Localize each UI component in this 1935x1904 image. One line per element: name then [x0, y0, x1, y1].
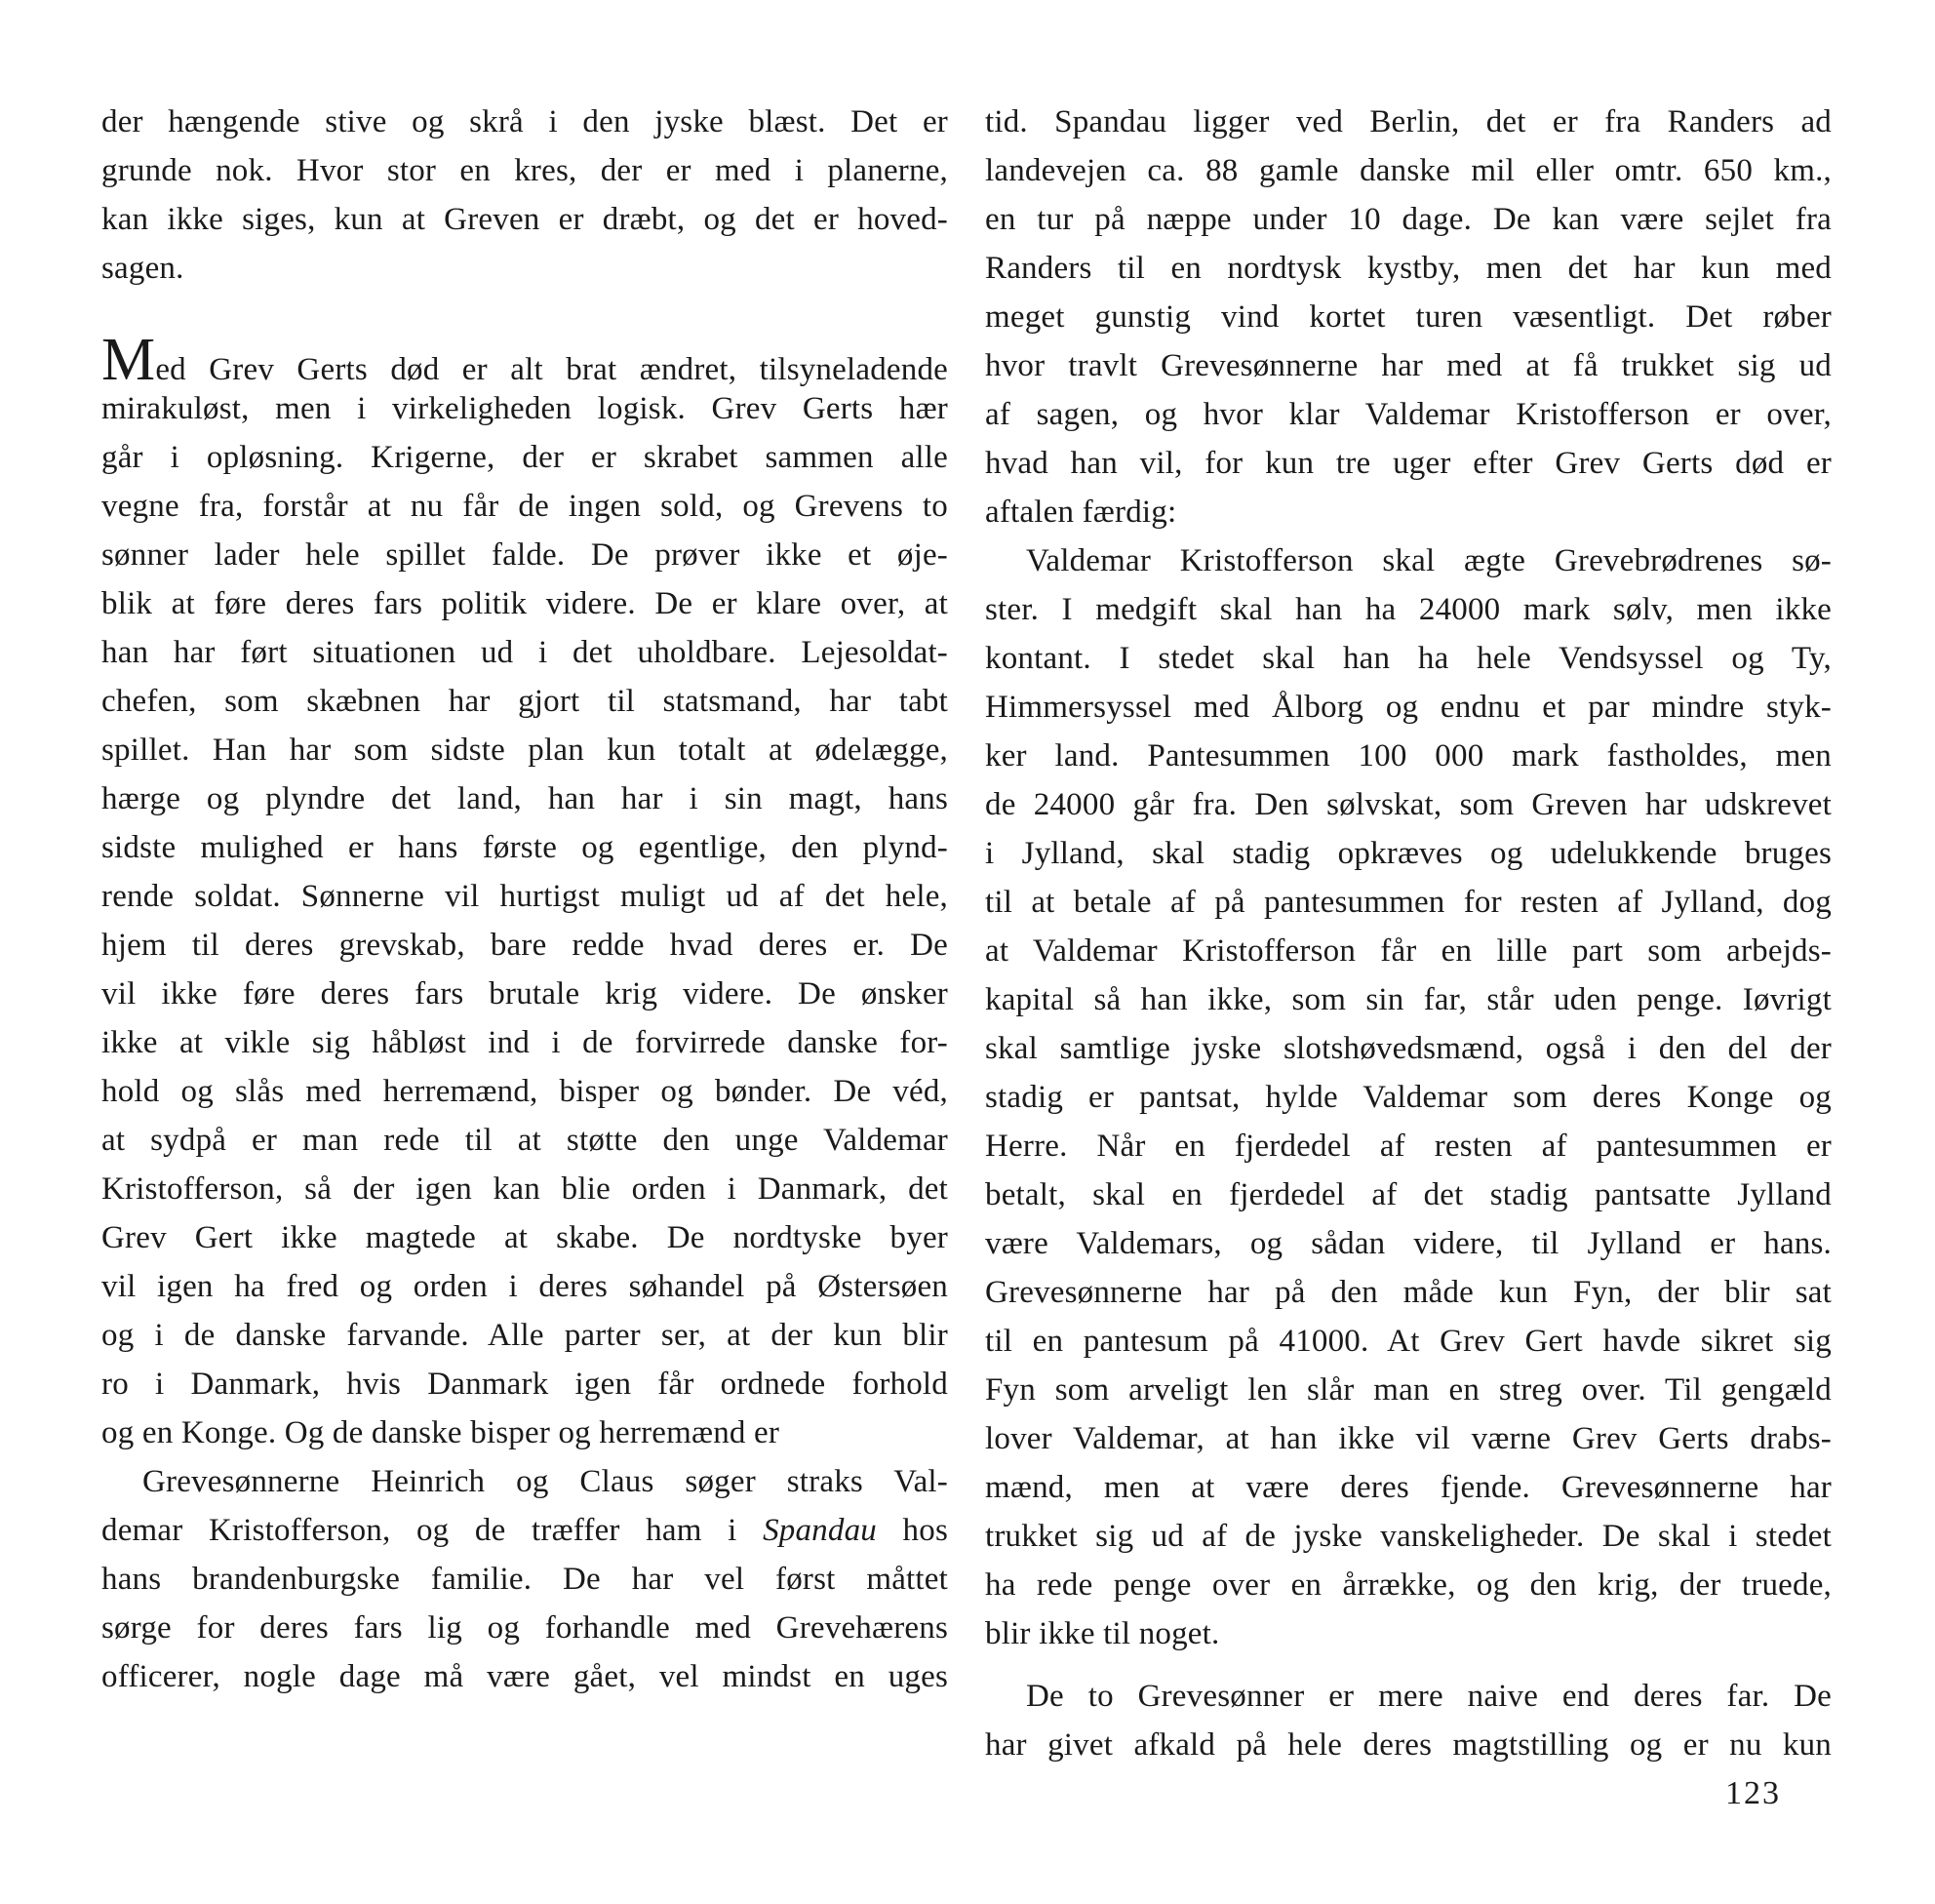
text-line: spillet. Han har som sidste plan kun totalt at ødelægge,	[101, 733, 948, 768]
text-line: ster. I medgift skal han ha 24000 mark sølv, men ikke	[985, 592, 1832, 627]
text-line: mænd, men at være deres fjende. Grevesønnerne har	[985, 1470, 1832, 1505]
text-line: han har ført situationen ud i det uholdbare. Lejesoldat-	[101, 635, 948, 670]
text-line: Grevesønnerne Heinrich og Claus søger straks Val-	[142, 1464, 948, 1499]
text-line: går i opløsning. Krigerne, der er skrabet sammen alle	[101, 440, 948, 475]
text-line: ro i Danmark, hvis Danmark igen får ordnede forhold	[101, 1367, 948, 1402]
text-line: Herre. Når en fjerdedel af resten af pantesummen er	[985, 1129, 1832, 1164]
text-line: vegne fra, forstår at nu får de ingen sold, og Grevens to	[101, 489, 948, 524]
text-line: aftalen færdig:	[985, 495, 1177, 530]
text-line: hærge og plyndre det land, han har i sin magt, hans	[101, 781, 948, 816]
text-line: de 24000 går fra. Den sølvskat, som Greven har udskrevet	[985, 787, 1832, 822]
text-line: hvor travlt Grevesønnerne har med at få trukket sig ud	[985, 348, 1832, 383]
text-line: vil ikke føre deres fars brutale krig videre. De ønsker	[101, 976, 948, 1012]
text-line: vil igen ha fred og orden i deres søhandel på Østersøen	[101, 1269, 948, 1304]
text-line: der hængende stive og skrå i den jyske blæst. Det er	[101, 104, 948, 139]
text-line: en tur på næppe under 10 dage. De kan være sejlet fra	[985, 202, 1832, 237]
text-line: trukket sig ud af de jyske vanskeligheder. De skal i stedet	[985, 1519, 1832, 1554]
text-line: ha rede penge over en årrække, og den krig, der truede,	[985, 1567, 1832, 1603]
text-line: til en pantesum på 41000. At Grev Gert havde sikret sig	[985, 1324, 1832, 1359]
text-line: Randers til en nordtysk kystby, men det har kun med	[985, 251, 1832, 286]
text-line: rende soldat. Sønnerne vil hurtigst muligt ud af det hele,	[101, 879, 948, 914]
text-line: og i de danske farvande. Alle parter ser, at der kun blir	[101, 1318, 948, 1353]
text-line: Fyn som arveligt len slår man en streg over. Til gengæld	[985, 1372, 1832, 1408]
page-number: 123	[1725, 1775, 1781, 1811]
text-line: De to Grevesønner er mere naive end deres far. De	[1026, 1679, 1832, 1714]
text-line: tid. Spandau ligger ved Berlin, det er fra Randers ad	[985, 104, 1832, 139]
text-line: grunde nok. Hvor stor en kres, der er med i planerne,	[101, 153, 948, 188]
left-column	[101, 98, 948, 1701]
text-line: stadig er pantsat, hylde Valdemar som deres Konge og	[985, 1080, 1832, 1115]
text-line: sønner lader hele spillet falde. De prøver ikke et øje-	[101, 537, 948, 573]
text-line: sørge for deres fars lig og forhandle med Grevehærens	[101, 1610, 948, 1646]
text-line: blir ikke til noget.	[985, 1616, 1220, 1651]
text-line: blik at føre deres fars politik videre. De er klare over, at	[101, 586, 948, 621]
text-line: at Valdemar Kristofferson får en lille part som arbejds-	[985, 933, 1832, 969]
text-line: og en Konge. Og de danske bisper og herremænd er	[101, 1415, 780, 1450]
text-line-with-italic	[101, 1506, 948, 1555]
text-line: til at betale af på pantesummen for resten af Jylland, dog	[985, 885, 1832, 920]
text-fragment: demar Kristofferson, og de træffer ham i	[101, 1513, 764, 1548]
text-line: af sagen, og hvor klar Valdemar Kristofferson er over,	[985, 397, 1832, 432]
text-line: landevejen ca. 88 gamle danske mil eller omtr. 650 km.,	[985, 153, 1832, 188]
text-line: hvad han vil, for kun tre uger efter Grev Gerts død er	[985, 446, 1832, 481]
text-line: ikke at vikle sig håbløst ind i de forvirrede danske for-	[101, 1025, 948, 1060]
text-fragment: hos	[876, 1513, 948, 1548]
text-line: sagen.	[101, 251, 184, 286]
text-line: hans brandenburgske familie. De har vel først måttet	[101, 1562, 948, 1597]
text-line: sidste mulighed er hans første og egentlige, den plynd-	[101, 830, 948, 865]
italic-place-name: Spandau	[763, 1513, 877, 1548]
text-line: mirakuløst, men i virkeligheden logisk. Grev Gerts hær	[101, 391, 948, 426]
text-line: hold og slås med herremænd, bisper og bønder. De véd,	[101, 1074, 948, 1109]
text-line: Kristofferson, så der igen kan blie orden i Danmark, det	[101, 1171, 948, 1207]
text-fragment: ed Grev Gerts død er alt brat ændret, tilsyneladende	[155, 352, 948, 387]
text-line: være Valdemars, og sådan videre, til Jylland er hans.	[985, 1226, 1832, 1261]
text-line: ker land. Pantesummen 100 000 mark fastholdes, men	[985, 738, 1832, 774]
text-line: har givet afkald på hele deres magtstilling og er nu kun	[985, 1727, 1832, 1763]
text-line: meget gunstig vind kortet turen væsentligt. Det røber	[985, 299, 1832, 335]
text-line: chefen, som skæbnen har gjort til statsmand, har tabt	[101, 684, 948, 719]
text-line: kan ikke siges, kun at Greven er dræbt, og det er hoved-	[101, 202, 948, 237]
section-break	[101, 293, 948, 336]
text-line: hjem til deres grevskab, bare redde hvad deres er. De	[101, 928, 948, 963]
text-line: lover Valdemar, at han ikke vil værne Grev Gerts drabs-	[985, 1421, 1832, 1456]
right-column	[985, 98, 1832, 1769]
text-line: i Jylland, skal stadig opkræves og udelukkende bruges	[985, 836, 1832, 871]
drop-cap: M	[101, 327, 156, 393]
text-line: Grevesønnerne har på den måde kun Fyn, der blir sat	[985, 1275, 1832, 1310]
text-line: kapital så han ikke, som sin far, står uden penge. Iøvrigt	[985, 982, 1832, 1017]
text-line: Valdemar Kristofferson skal ægte Grevebrødrenes sø-	[1026, 543, 1832, 578]
text-line: Grev Gert ikke magtede at skabe. De nordtyske byer	[101, 1220, 948, 1255]
text-line: skal samtlige jyske slotshøvedsmænd, også i den del der	[985, 1031, 1832, 1066]
text-line: kontant. I stedet skal han ha hele Vendsyssel og Ty,	[985, 641, 1832, 676]
text-line: Himmersyssel med Ålborg og endnu et par mindre styk-	[985, 690, 1832, 725]
text-line: betalt, skal en fjerdedel af det stadig pantsatte Jylland	[985, 1177, 1832, 1212]
section-opening-line	[101, 327, 948, 393]
text-line: at sydpå er man rede til at støtte den unge Valdemar	[101, 1123, 948, 1158]
text-line: officerer, nogle dage må være gået, vel mindst en uges	[101, 1659, 948, 1694]
paragraph-spacing	[985, 1658, 1832, 1672]
